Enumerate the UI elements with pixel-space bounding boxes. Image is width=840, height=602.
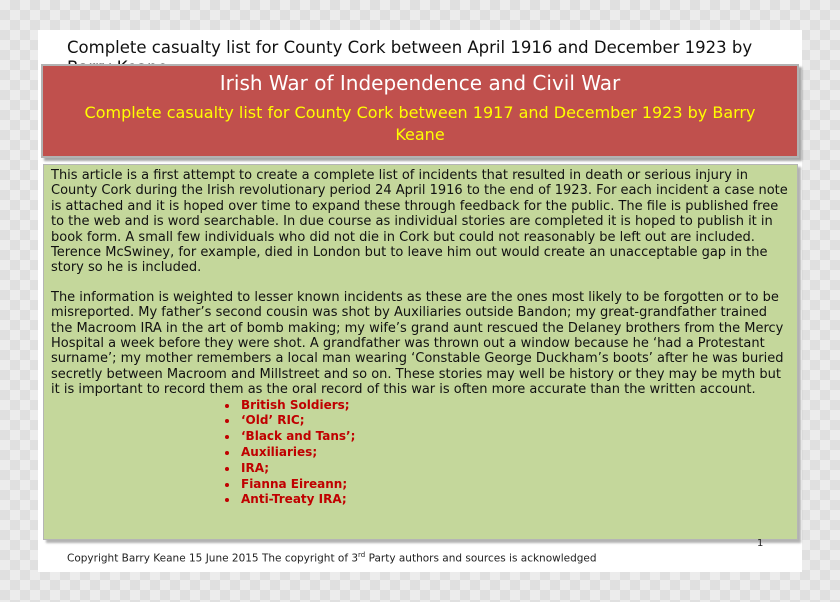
copyright-superscript: rd — [358, 551, 366, 559]
list-item: • ‘Old’ RIC; — [239, 413, 789, 429]
banner-subheading: Complete casualty list for County Cork between 1917 and December 1923 by Barry Keane — [84, 103, 756, 144]
copyright-footer — [67, 548, 597, 566]
copyright-text: Copyright Barry Keane 15 June 2015 The copyright of 3 — [67, 552, 359, 565]
list-item: • Fianna Eireann; — [239, 477, 789, 493]
list-item: • IRA; — [239, 461, 789, 477]
list-item: • Auxiliaries; — [239, 445, 789, 461]
list-item: • British Soldiers; — [239, 398, 789, 414]
list-item: • Anti-Treaty IRA; — [239, 492, 789, 508]
copyright-text-end: Party authors and sources is acknowledged — [365, 552, 597, 565]
list-item: • ‘Black and Tans’; — [239, 429, 789, 445]
intro-paragraph: This article is a first attempt to create a complete list of incidents that resulted in death or serious injury in County Cork during the Irish revolutionary period 24 April 1916 to the end of 1923. For each incident a case note is attached and it is hoped over time to expand these through feedback for the public. The file is published free to the web and is word searchable. In due course as individual stories are completed it is hoped to publish it in book form. A small few individuals who did not die in Cork but could not reasonably be left out are included. Terence McSwiney, for example, died in London but to leave him out would create an unacceptable gap in the story so he is included. — [51, 168, 788, 276]
title-banner — [41, 64, 799, 158]
banner-heading: Irish War of Independence and Civil War — [219, 71, 621, 95]
category-list — [223, 398, 789, 509]
background-paragraph: The information is weighted to lesser known incidents as these are the ones most likely to be forgotten or to be misreported. My father’s second cousin was shot by Auxiliaries outside Bandon; my great-grandfather trained the Macroom IRA in the art of bomb making; my wife’s grand aunt rescued the Delaney brothers from the Mercy Hospital a week before they were shot. A grandfather was thrown out a window because he ‘had a Protestant surname’; my mother remembers a local man wearing ‘Constable George Duckham’s boots’ after he was buried secretly between Macroom and Millstreet and so on. These stories may well be history or they may be myth but it is important to record them as the oral record of this war is often more accurate than the written account. — [51, 289, 784, 398]
page-number: 1 — [757, 538, 764, 549]
article-box — [43, 164, 798, 540]
document-title: Complete casualty list for County Cork between April 1916 and December 1923 by — [67, 38, 753, 57]
